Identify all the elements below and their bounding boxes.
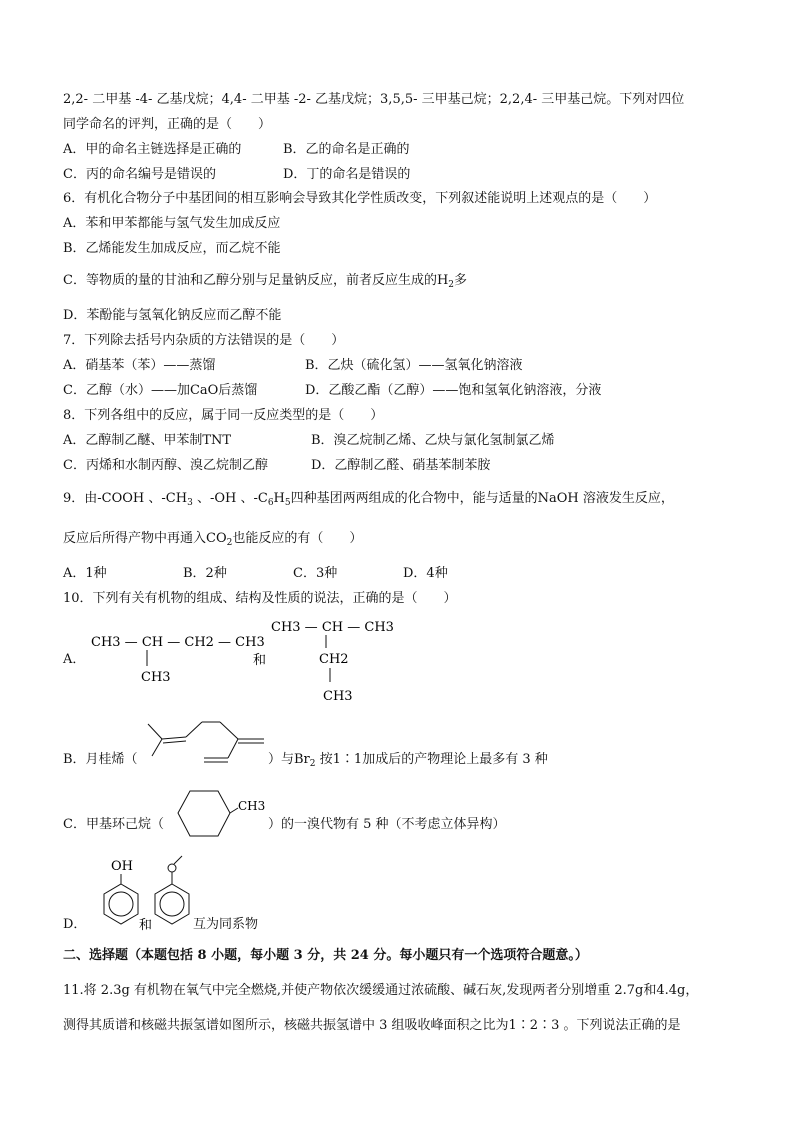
myrcene-structure xyxy=(146,718,268,770)
anisole-oxygen xyxy=(168,864,176,872)
structure-1-branch: CH3 xyxy=(141,670,171,685)
q8-option-d: D．乙醇制乙醛、硝基苯制苯胺 xyxy=(311,458,491,473)
q5-line2: 同学命名的评判，正确的是（ ） xyxy=(63,117,272,132)
q7-stem: 7．下列除去括号内杂质的方法错误的是（ ） xyxy=(63,333,345,348)
phenol-anisole-and: 和 xyxy=(139,918,153,933)
q7-option-a: A．硝基苯（苯）——蒸馏 xyxy=(63,358,216,373)
q10-stem: 10．下列有关有机物的组成、结构及性质的说法，正确的是（ ） xyxy=(63,591,457,606)
structure-2-bottom: CH3 xyxy=(323,689,353,704)
q10-option-b-prefix: B．月桂烯（ xyxy=(63,752,138,767)
q6-option-b: B．乙烯能发生加成反应，而乙烷不能 xyxy=(63,241,281,256)
q11-line2: 测得其质谱和核磁共振氢谱如图所示，核磁共振氢谱中 3 组吸收峰面积之比为1∶2∶3 。下列说法正确的是 xyxy=(63,1018,681,1033)
q7-option-d: D．乙酸乙酯（乙醇）——饱和氢氧化钠溶液，分液 xyxy=(305,383,602,398)
methyl-label: CH3 xyxy=(238,799,266,813)
q10-option-a-structures xyxy=(85,620,405,710)
q7-option-b: B．乙炔（硫化氢）——氢氧化钠溶液 xyxy=(305,358,523,373)
structure-2-middle: CH2 xyxy=(319,652,349,667)
structure-2-top-chain: CH3 — CH — CH3 xyxy=(271,620,394,635)
q6-option-a: A．苯和甲苯都能与氢气发生加成反应 xyxy=(63,216,281,231)
methylcyclohexane-structure xyxy=(172,786,272,846)
phenol-oh-label: OH xyxy=(111,859,133,874)
q10-option-d-label: D． xyxy=(63,917,87,932)
q9-option-a: A．1种 xyxy=(63,566,107,581)
q10-option-c-suffix: ）的一溴代物有 5 种（不考虑立体异构） xyxy=(268,817,506,832)
q11-line1: 11.将 2.3g 有机物在氧气中完全燃烧,并使产物依次缓缓通过浓硫酸、碱石灰,发现两者分别增重 2.7g和4.4g， xyxy=(63,983,699,998)
q5-option-d: D．丁的命名是错误的 xyxy=(283,167,411,182)
q5-option-a: A．甲的命名主链选择是正确的 xyxy=(63,142,242,157)
q9-stem: 9．由-COOH 、$-CH_3$ 、-OH 、$-C_6H_5$四种基团两两组成的化合物中，能与适量的NaOH 溶液发生反应， xyxy=(63,491,674,508)
structure-1-main-chain: CH3 — CH — CH2 — CH3 xyxy=(91,635,265,650)
q6-stem: 6．有机化合物分子中基团间的相互影响会导致其化学性质改变，下列叙述能说明上述观点的是（ ） xyxy=(63,191,657,206)
structure-and-word: 和 xyxy=(253,653,267,668)
q5-line1: 2,2- 二甲基 -4- 乙基戊烷；4,4- 二甲基 -2- 乙基戊烷；3,5,5- 三甲基己烷；2,2,4- 三甲基己烷。下列对四位 xyxy=(63,92,685,107)
q9-option-d: D．4种 xyxy=(403,566,448,581)
q5-option-b: B．乙的命名是正确的 xyxy=(283,142,410,157)
q9-option-c: C．3种 xyxy=(293,566,338,581)
q8-stem: 8．下列各组中的反应，属于同一反应类型的是（ ） xyxy=(63,408,384,423)
q6-option-d: D．苯酚能与氢氧化钠反应而乙醇不能 xyxy=(63,308,282,323)
q10-option-a-label: A． xyxy=(63,652,86,667)
q5-option-c: C．丙的命名编号是错误的 xyxy=(63,167,216,182)
q8-option-a: A．乙醇制乙醚、甲苯制TNT xyxy=(63,433,232,448)
q6-option-c: C．等物质的量的甘油和乙醇分别与足量钠反应，前者反应生成的$H_2$多 xyxy=(63,273,468,290)
q8-option-b: B．溴乙烷制乙烯、乙炔与氯化氢制氯乙烯 xyxy=(311,433,555,448)
q10-option-b-suffix: ）与$Br_2$ 按1∶1加成后的产物理论上最多有 3 种 xyxy=(268,752,548,769)
q7-option-c: C．乙醇（水）——加CaO后蒸馏 xyxy=(63,383,258,398)
q8-option-c: C．丙烯和水制丙醇、溴乙烷制乙醇 xyxy=(63,458,268,473)
q10-option-c-prefix: C．甲基环己烷（ xyxy=(63,817,164,832)
q9-option-b: B．2种 xyxy=(183,566,227,581)
section-2-heading: 二、选择题（本题包括 8 小题，每小题 3 分，共 24 分。每小题只有一个选项符合题意。） xyxy=(63,948,588,963)
q10-option-d-suffix: 互为同系物 xyxy=(193,917,259,932)
q9-stem-line2: 反应后所得产物中再通入$CO_2$也能反应的有（ ） xyxy=(63,531,363,548)
